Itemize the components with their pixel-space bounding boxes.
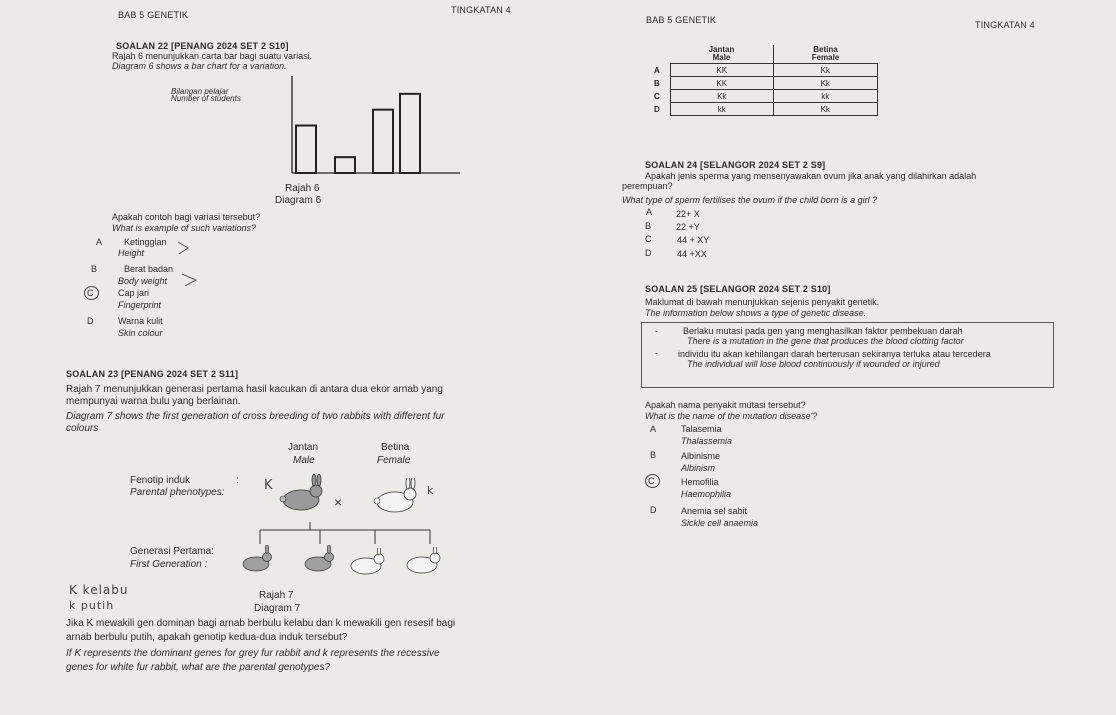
offspring-rabbit-icon (402, 547, 446, 577)
q25-question-ms: Apakah nama penyakit mutasi tersebut? (645, 400, 806, 410)
q24-line1-ms: Apakah jenis sperma yang mensenyawakan ovum jika anak yang dilahirkan adalah (645, 171, 977, 181)
q23-intro2-ms: mempunyai warna bulu yang berlainan. (66, 396, 241, 407)
q22-caption-en: Diagram 6 (275, 195, 322, 206)
q22-option-d-en: Skin colour (118, 328, 163, 338)
first-gen-label-ms: Generasi Pertama: (130, 546, 214, 557)
handwritten-kelabu: K kelabu (69, 583, 129, 597)
table-row (650, 64, 877, 77)
parental-label-en: Parental phenotypes: (130, 487, 225, 498)
table-row (650, 103, 877, 116)
table-cell-male: KK (670, 77, 774, 90)
table-head-female-en: Female (811, 53, 840, 62)
offspring-rabbit-icon (346, 548, 390, 578)
info-item-2-en: The individual will lose blood continuously if wounded or injured (687, 359, 940, 369)
q23-question1-ms: Jika K mewakili gen dominan bagi arnab berbulu kelabu dan k mewakili gen resesif bagi (66, 618, 456, 629)
first-gen-label-en: First Generation : (130, 559, 208, 570)
q24-title: SOALAN 24 [SELANGOR 2024 SET 2 S9] (645, 160, 826, 170)
q25-option-a-letter[interactable]: A (650, 424, 657, 434)
q23-caption-en: Diagram 7 (254, 603, 301, 614)
male-label-ms: Jantan (288, 442, 319, 453)
q22-intro-ms: Rajah 6 menunjukkan carta bar bagi suatu variasi. (112, 51, 313, 61)
white-rabbit-icon (370, 478, 422, 518)
table-cell-female: Kk (774, 77, 878, 90)
q23-intro2-en: colours (66, 423, 99, 434)
table-row-letter[interactable]: B (654, 78, 660, 88)
q25-option-c-en: Haemophilia (681, 489, 732, 499)
q22-title: SOALAN 22 [PENANG 2024 SET 2 S10] (116, 41, 289, 51)
handwritten-k-upper: K (264, 478, 273, 493)
q25-option-b-letter[interactable]: B (650, 450, 657, 460)
bar-chart (255, 72, 470, 182)
handwritten-strike-marks (176, 238, 206, 286)
table-cell-female: Kk (774, 64, 878, 77)
q23-question2-ms: arnab berbulu putih, apakah genotip kedua-dua induk tersebut? (66, 632, 348, 643)
chart-bar-2 (335, 157, 355, 173)
offspring-rabbit-icon (238, 545, 278, 575)
q25-title: SOALAN 25 [SELANGOR 2024 SET 2 S10] (645, 284, 831, 294)
table-row-letter[interactable]: C (654, 91, 660, 101)
q25-option-a-en: Thalassemia (681, 436, 733, 446)
chart-bar-4 (400, 94, 420, 173)
grey-rabbit-icon (276, 474, 328, 514)
q24-option-d-letter[interactable]: D (645, 248, 652, 258)
table-cell-female: Kk (774, 103, 878, 116)
chart-bar-1 (296, 126, 316, 174)
right-page-header-right: TINGKATAN 4 (975, 20, 1035, 30)
q22-option-c-letter[interactable]: C (87, 288, 94, 298)
q23-question1-en: If K represents the dominant genes for grey fur rabbit and k represents the recessive (66, 648, 440, 659)
chart-ylabel-ms: Bilangan pelajar (171, 87, 229, 96)
table-row (650, 77, 877, 90)
q23-question2-en: genes for white fur rabbit, what are the parental genotypes? (66, 662, 331, 673)
parental-label-ms: Fenotip induk (130, 475, 191, 486)
info-item-2-ms: individu itu akan kehilangan darah berterusan sekiranya terluka atau tercedera (678, 349, 991, 359)
table-head-male-ms: Jantan (708, 45, 735, 54)
handwritten-k-lower: k (427, 484, 434, 497)
q23-title: SOALAN 23 [PENANG 2024 SET 2 S11] (66, 369, 239, 379)
table-cell-male: Kk (670, 90, 774, 103)
q22-option-d-letter[interactable]: D (87, 316, 94, 326)
q25-option-c-letter[interactable]: C (648, 476, 655, 486)
q22-intro-en: Diagram 6 shows a bar chart for a variation. (112, 61, 287, 71)
handwritten-putih: k putih (69, 599, 115, 612)
q22-question-en: What is example of such variations? (112, 223, 257, 233)
q23-intro1-en: Diagram 7 shows the first generation of cross breeding of two rabbits with different fur (66, 411, 445, 422)
q22-option-c-en: Fingerprint (118, 300, 162, 310)
left-page-header: BAB 5 GENETIK (118, 10, 189, 20)
q25-question-en: What is the name of the mutation disease'? (645, 411, 818, 421)
table-row (650, 90, 877, 103)
q23-intro1-ms: Rajah 7 menunjukkan generasi pertama hasil kacukan di antara dua ekor arnab yang (66, 384, 443, 395)
parental-colon: : (236, 475, 239, 486)
q25-line-ms: Maklumat di bawah menunjukkan sejenis penyakit genetik. (645, 297, 880, 307)
chart-ylabel-en: Number of students (171, 94, 241, 103)
right-page-header-left: BAB 5 GENETIK (646, 15, 717, 25)
q22-option-a-en: Height (118, 248, 145, 258)
q22-option-a-letter[interactable]: A (96, 237, 103, 247)
q24-option-b-letter[interactable]: B (645, 221, 652, 231)
q22-caption-ms: Rajah 6 (285, 183, 320, 194)
q23-caption-ms: Rajah 7 (259, 590, 294, 601)
female-label-en: Female (377, 455, 411, 466)
center-page-header: TINGKATAN 4 (451, 5, 511, 15)
cross-symbol: × (334, 494, 343, 510)
q24-line-en: What type of sperm fertilises the ovum if the child born is a girl ? (622, 195, 878, 205)
q22-option-b-ms: Berat badan (124, 264, 174, 274)
q22-question-ms: Apakah contoh bagi variasi tersebut? (112, 212, 261, 222)
table-head-male-en: Male (712, 53, 731, 62)
info-item-1-ms: Berlaku mutasi pada gen yang menghasilkan faktor pembekuan darah (683, 326, 963, 336)
q25-option-a-ms: Talasemia (681, 424, 722, 434)
q25-option-b-en: Albinism (681, 463, 716, 473)
q24-option-c-text: 44 + XY (677, 235, 710, 245)
table-head-female-ms: Betina (813, 45, 838, 54)
q24-option-c-letter[interactable]: C (645, 234, 652, 244)
table-row-letter[interactable]: D (654, 104, 660, 114)
q22-option-b-en: Body weight (118, 276, 168, 286)
q24-option-d-text: 44 +XX (677, 249, 707, 259)
q23-answer-table (650, 45, 878, 116)
table-cell-male: KK (670, 64, 774, 77)
male-label-en: Male (293, 455, 315, 466)
q24-option-b-text: 22 +Y (676, 222, 700, 232)
table-cell-male: kk (670, 103, 774, 116)
q22-option-d-ms: Warna kulit (118, 316, 163, 326)
female-label-ms: Betina (381, 442, 410, 453)
q25-option-d-en: Sickle cell anaemia (681, 518, 759, 528)
table-cell-female: kk (774, 90, 878, 103)
q22-option-a-ms: Ketinggian (124, 237, 167, 247)
q25-option-c-ms: Hemofilia (681, 477, 719, 487)
info-item-1-en: There is a mutation in the gene that produces the blood clotting factor (687, 336, 964, 346)
q25-option-d-ms: Anemia sel sabit (681, 506, 748, 516)
q22-option-c-ms: Cap jari (118, 288, 150, 298)
q24-option-a-text: 22+ X (676, 209, 700, 219)
q25-option-b-ms: Albinisme (681, 451, 721, 461)
q24-option-a-letter[interactable]: A (646, 207, 653, 217)
q22-option-b-letter[interactable]: B (91, 264, 98, 274)
q25-line-en: The information below shows a type of genetic disease. (645, 308, 867, 318)
offspring-rabbit-icon (300, 545, 340, 575)
q25-info-box: - Berlaku mutasi pada gen yang menghasilkan faktor pembekuan darah There is a mutation in the gene that produces the blood clotting factor - individu itu akan kehilangan darah berterusan sekiranya terluka atau tercedera The individual will lose blood continuously if wounded or injured (641, 322, 1054, 388)
chart-bar-3 (373, 110, 393, 173)
cross-lines (250, 522, 440, 547)
table-row-letter[interactable]: A (654, 65, 660, 75)
q24-line2-ms: perempuan? (622, 181, 673, 191)
q25-option-d-letter[interactable]: D (650, 505, 657, 515)
